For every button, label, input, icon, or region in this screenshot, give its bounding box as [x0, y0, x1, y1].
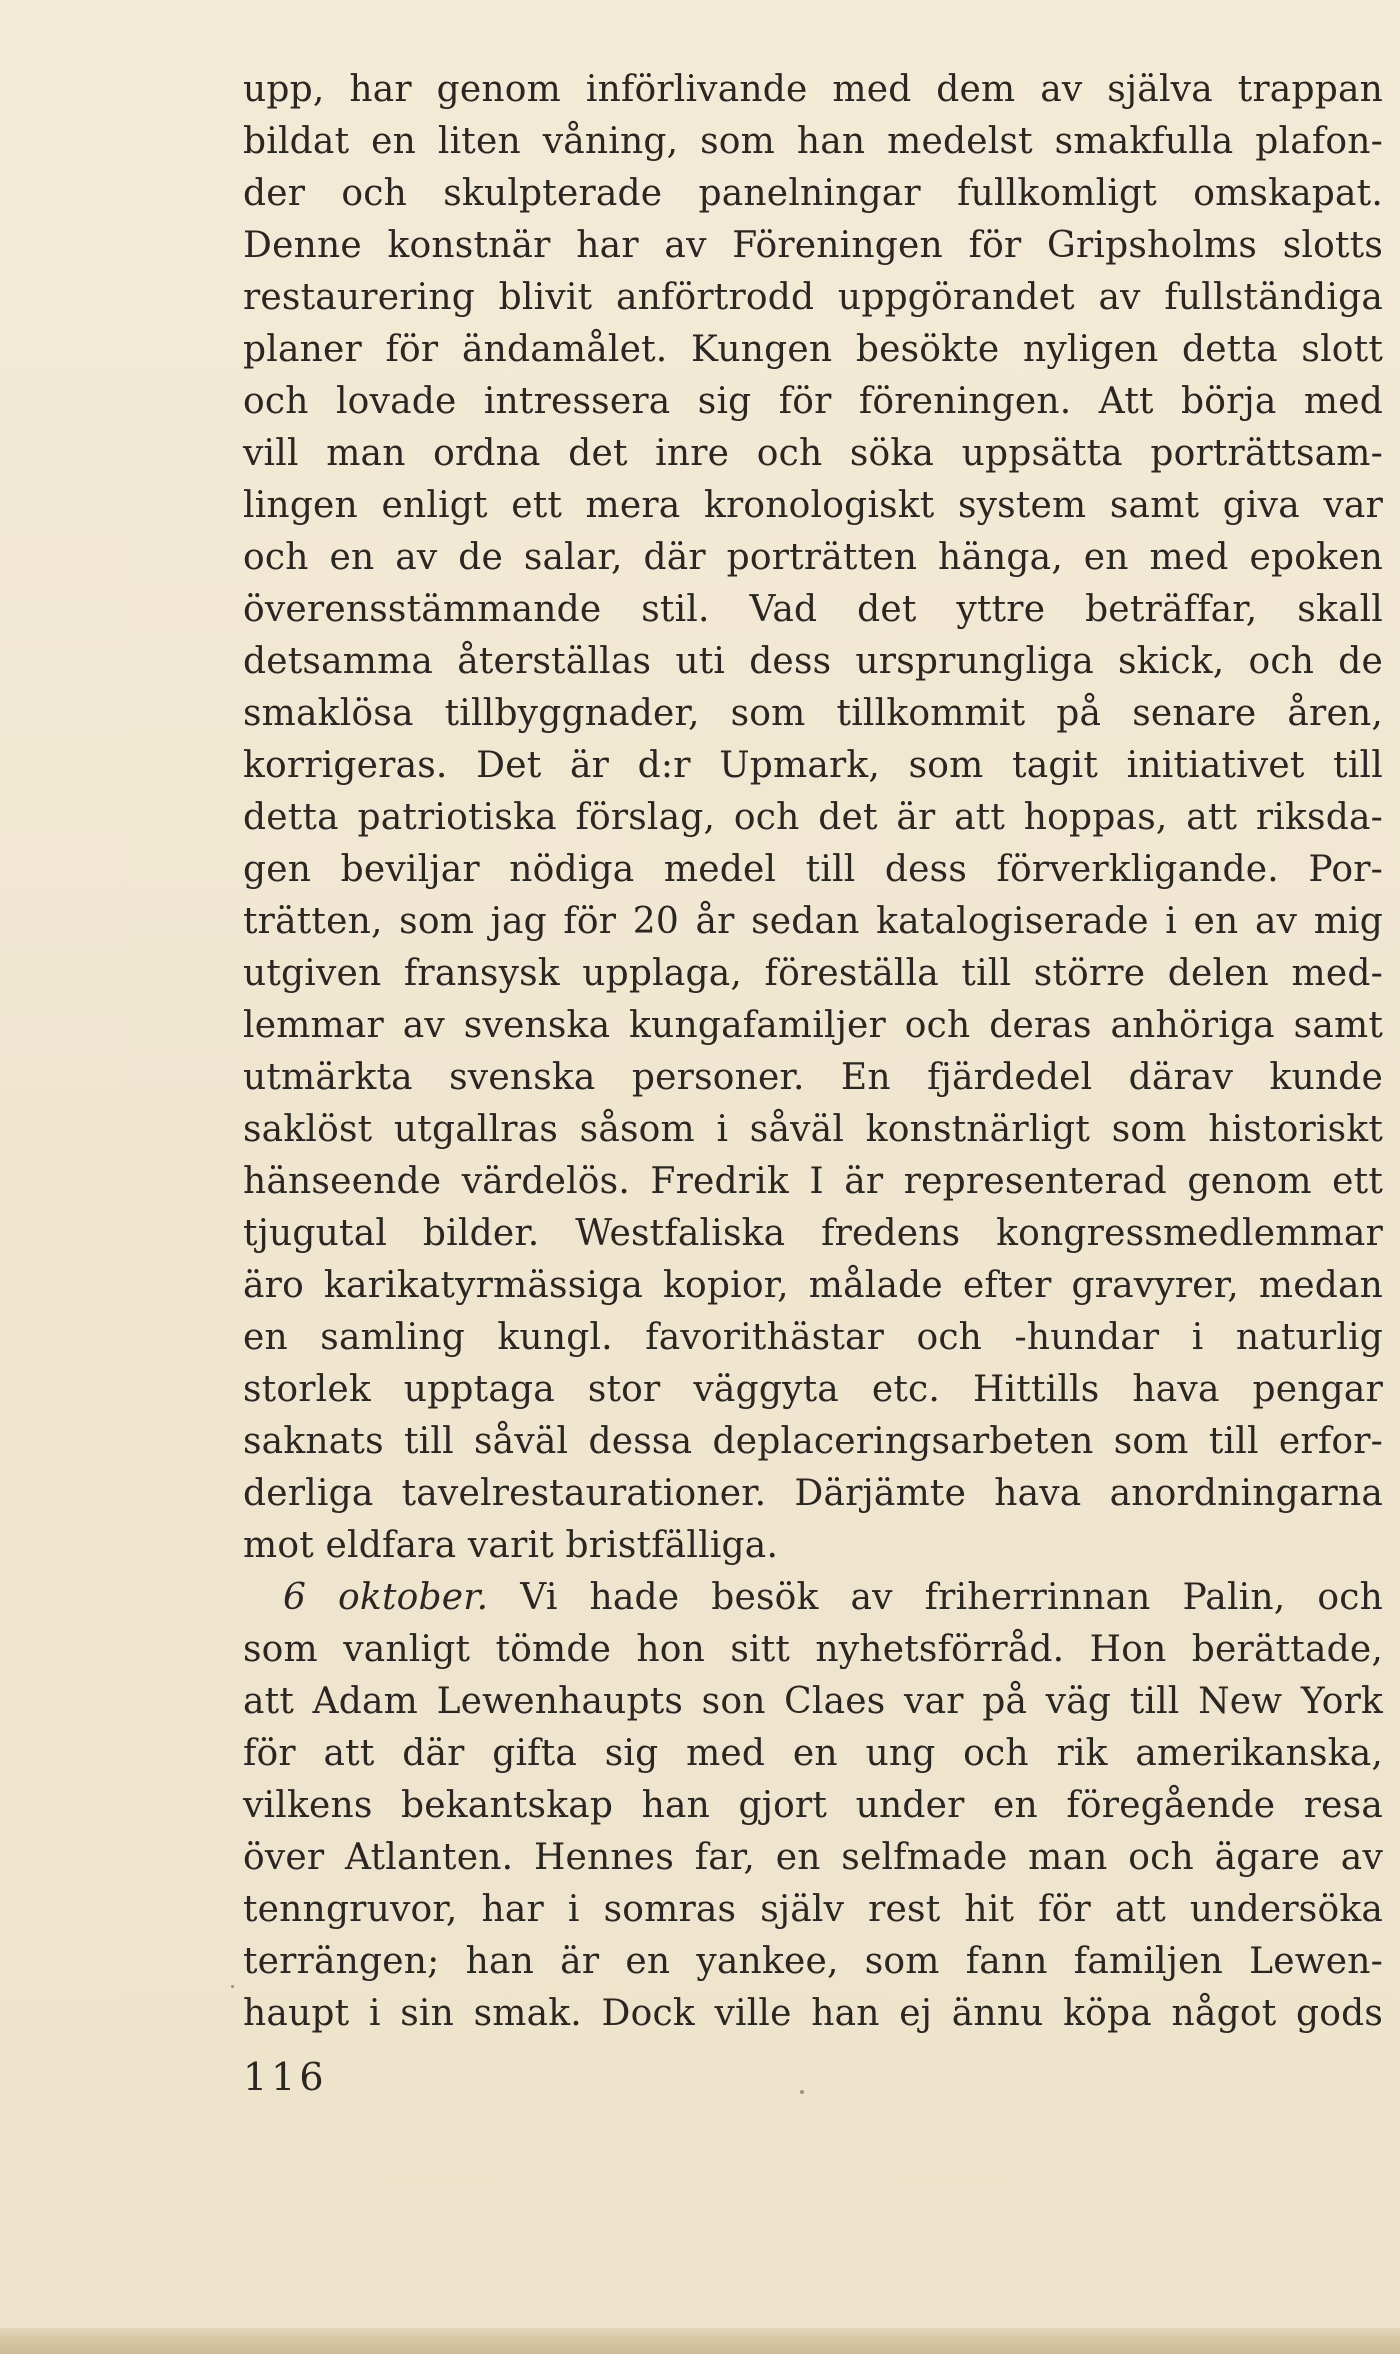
- text-line: der och skulpterade panelningar fullkomligt omskapat.: [243, 173, 1383, 214]
- text-line: mot eldfara varit bristfälliga.: [243, 1525, 779, 1566]
- text-line: Denne konstnär har av Föreningen för Gripsholms slotts: [243, 225, 1383, 266]
- page-number: 116: [243, 2055, 328, 2099]
- text-line: utmärkta svenska personer. En fjärdedel därav kunde: [243, 1057, 1383, 1098]
- body-text: [243, 64, 1383, 2040]
- paper-speck: [231, 1985, 234, 1988]
- text-line: utgiven fransysk upplaga, föreställa till större delen med-: [243, 953, 1383, 994]
- text-line: att Adam Lewenhaupts son Claes var på väg till New York: [243, 1681, 1383, 1722]
- text-line: vill man ordna det inre och söka uppsätta porträttsam-: [243, 433, 1383, 474]
- entry-first-line-text: Vi hade besök av friherrinnan Palin, och: [520, 1577, 1383, 1618]
- text-line: bildat en liten våning, som han medelst smakfulla plafon-: [243, 121, 1383, 162]
- text-line: korrigeras. Det är d:r Upmark, som tagit initiativet till: [243, 745, 1383, 786]
- text-line: tenngruvor, har i somras själv rest hit för att undersöka: [243, 1889, 1383, 1930]
- text-line: gen beviljar nödiga medel till dess förverkligande. Por-: [243, 849, 1383, 890]
- text-line: derliga tavelrestaurationer. Därjämte hava anordningarna: [243, 1473, 1383, 1514]
- text-line: äro karikatyrmässiga kopior, målade efter gravyrer, medan: [243, 1265, 1383, 1306]
- text-line: lemmar av svenska kungafamiljer och deras anhöriga samt: [243, 1005, 1383, 1046]
- text-line: lingen enligt ett mera kronologiskt system samt giva var: [243, 485, 1383, 526]
- text-line: smaklösa tillbyggnader, som tillkommit på senare åren,: [243, 693, 1383, 734]
- page-bottom-edge: [0, 2328, 1400, 2354]
- paper-speck: [800, 2090, 804, 2094]
- text-line: en samling kungl. favorithästar och -hundar i naturlig: [243, 1317, 1383, 1358]
- text-line: överensstämmande stil. Vad det yttre beträffar, skall: [243, 589, 1383, 630]
- text-line: vilkens bekantskap han gjort under en föregående resa: [243, 1785, 1383, 1826]
- text-line: trätten, som jag för 20 år sedan katalogiserade i en av mig: [243, 901, 1383, 942]
- text-line: detta patriotiska förslag, och det är att hoppas, att riksda-: [243, 797, 1383, 838]
- text-line: för att där gifta sig med en ung och rik amerikanska,: [243, 1733, 1383, 1774]
- text-line: över Atlanten. Hennes far, en selfmade man och ägare av: [243, 1837, 1383, 1878]
- text-line: och lovade intressera sig för föreningen. Att börja med: [243, 381, 1383, 422]
- text-line: storlek upptaga stor väggyta etc. Hittills hava pengar: [243, 1369, 1383, 1410]
- text-line: detsamma återställas uti dess ursprungliga skick, och de: [243, 641, 1383, 682]
- diary-entry-first-line: [243, 1572, 1383, 1624]
- text-line: terrängen; han är en yankee, som fann familjen Lewen-: [243, 1941, 1383, 1982]
- text-line: haupt i sin smak. Dock ville han ej ännu köpa något gods: [243, 1993, 1383, 2034]
- text-line: tjugutal bilder. Westfaliska fredens kongressmedlemmar: [243, 1213, 1383, 1254]
- entry-date: 6 oktober.: [283, 1577, 489, 1618]
- text-line: som vanligt tömde hon sitt nyhetsförråd. Hon berättade,: [243, 1629, 1383, 1670]
- text-line: och en av de salar, där porträtten hänga, en med epoken: [243, 537, 1383, 578]
- text-line: hänseende värdelös. Fredrik I är representerad genom ett: [243, 1161, 1383, 1202]
- text-line: saklöst utgallras såsom i såväl konstnärligt som historiskt: [243, 1109, 1383, 1150]
- text-line: planer för ändamålet. Kungen besökte nyligen detta slott: [243, 329, 1383, 370]
- text-line: upp, har genom införlivande med dem av själva trappan: [243, 69, 1383, 110]
- text-line: restaurering blivit anförtrodd uppgörandet av fullständiga: [243, 277, 1383, 318]
- text-line: saknats till såväl dessa deplaceringsarbeten som till erfor-: [243, 1421, 1383, 1462]
